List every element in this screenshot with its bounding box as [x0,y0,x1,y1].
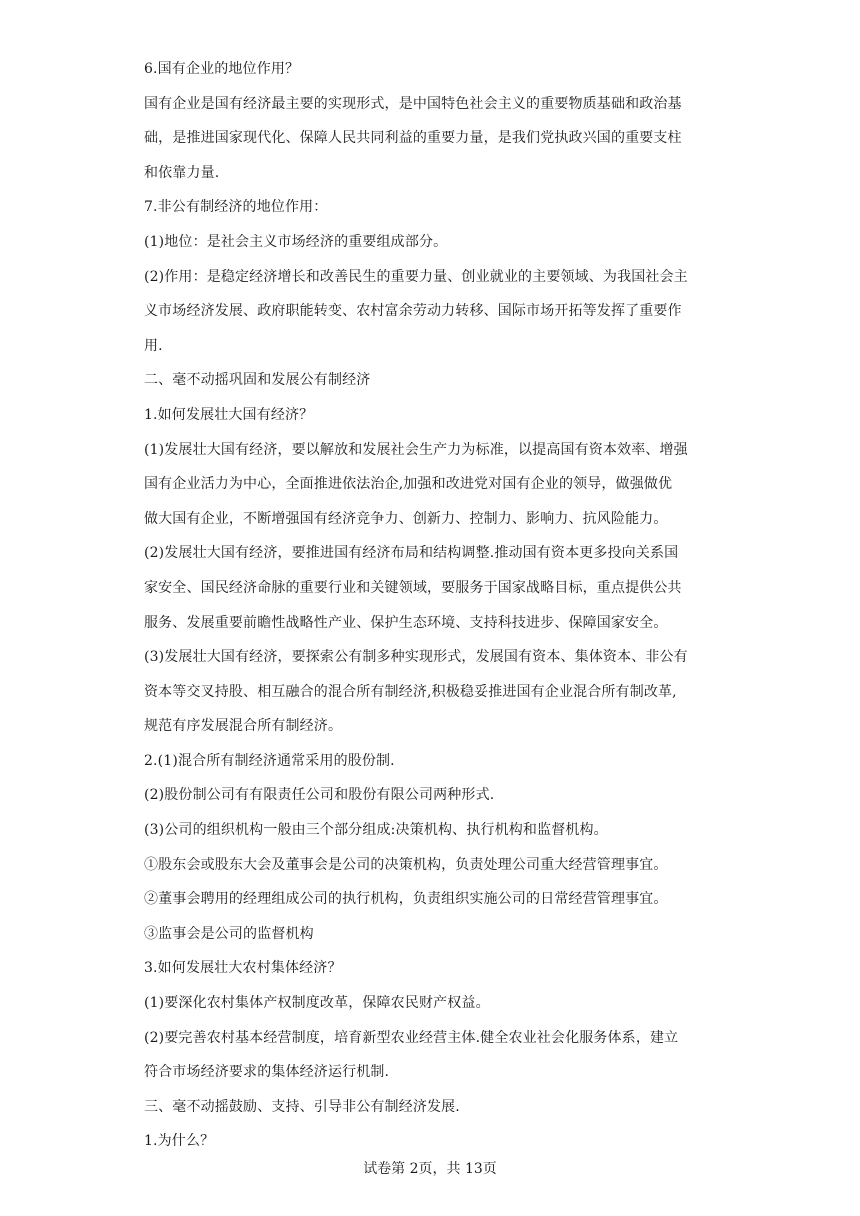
section-heading: 二、毫不动摇巩固和发展公有制经济 [144,372,371,389]
text-line: 义市场经济发展、政府职能转变、农村富余劳动力转移、国际市场开拓等发挥了重要作 [144,303,682,320]
text-line: (2)发展壮大国有经济，要推进国有经济布局和结构调整.推动国有资本更多投向关系国 [144,545,679,562]
text-line: 2.(1)混合所有制经济通常采用的股份制. [144,752,395,769]
text-line: 国有企业是国有经济最主要的实现形式，是中国特色社会主义的重要物质基础和政治基 [144,95,682,112]
text-line: (3)公司的组织机构一般由三个部分组成:决策机构、执行机构和监督机构。 [144,822,608,839]
text-line: (2)股份制公司有有限责任公司和股份有限公司两种形式. [144,787,495,804]
text-line: 国有企业活力为中心，全面推进依法治企,加强和改进党对国有企业的领导，做强做优 [144,476,673,493]
text-line: 7.非公有制经济的地位作用： [144,199,328,216]
document-page [144,52,720,1159]
text-line: 规范有序发展混合所有制经济。 [144,718,343,735]
text-line: 做大国有企业，不断增强国有经济竞争力、创新力、控制力、影响力、抗风险能力。 [144,510,668,527]
text-line: 1.如何发展壮大国有经济？ [144,406,314,423]
text-line: (1)要深化农村集体产权制度改革，保障农民财产权益。 [144,995,490,1012]
text-line: 家安全、国民经济命脉的重要行业和关键领域，要服务于国家战略目标，重点提供公共 [144,579,682,596]
text-line: 1.为什么？ [144,1133,215,1150]
text-line: 用. [144,337,163,354]
text-line: 3.如何发展壮大农村集体经济？ [144,960,342,977]
text-line: (1)发展壮大国有经济，要以解放和发展社会生产力为标准，以提高国有资本效率、增强 [144,441,688,458]
text-line: ①股东会或股东大会及董事会是公司的决策机构，负责处理公司重大经营管理事宜。 [144,856,668,873]
text-line: 符合市场经济要求的集体经济运行机制. [144,1064,390,1081]
text-line: 础，是推进国家现代化、保障人民共同利益的重要力量，是我们党执政兴国的重要支柱 [144,130,682,147]
text-line: (2)作用：是稳定经济增长和改善民生的重要力量、创业就业的主要领域、为我国社会主 [144,268,688,285]
text-line: (2)要完善农村基本经营制度，培育新型农业经营主体.健全农业社会化服务体系，建立 [144,1029,679,1046]
page-footer: 试卷第 2页，共 13页 [363,1161,497,1177]
text-line: 服务、发展重要前瞻性战略性产业、保护生态环境、支持科技进步、保障国家安全。 [144,614,668,631]
text-line: 和依靠力量. [144,164,220,181]
section-heading: 三、毫不动摇鼓励、支持、引导非公有制经济发展. [144,1098,460,1115]
text-line: ②董事会聘用的经理组成公司的执行机构，负责组织实施公司的日常经营管理事宜。 [144,891,668,908]
text-line: ③监事会是公司的监督机构 [144,925,314,942]
text-line: 资本等交叉持股、相互融合的混合所有制经济,积极稳妥推进国有企业混合所有制改革, [144,683,677,700]
text-line: 6.国有企业的地位作用？ [144,61,300,77]
text-line: (1)地位：是社会主义市场经济的重要组成部分。 [144,233,448,250]
text-line: (3)发展壮大国有经济，要探索公有制多种实现形式，发展国有资本、集体资本、非公有 [144,649,688,666]
